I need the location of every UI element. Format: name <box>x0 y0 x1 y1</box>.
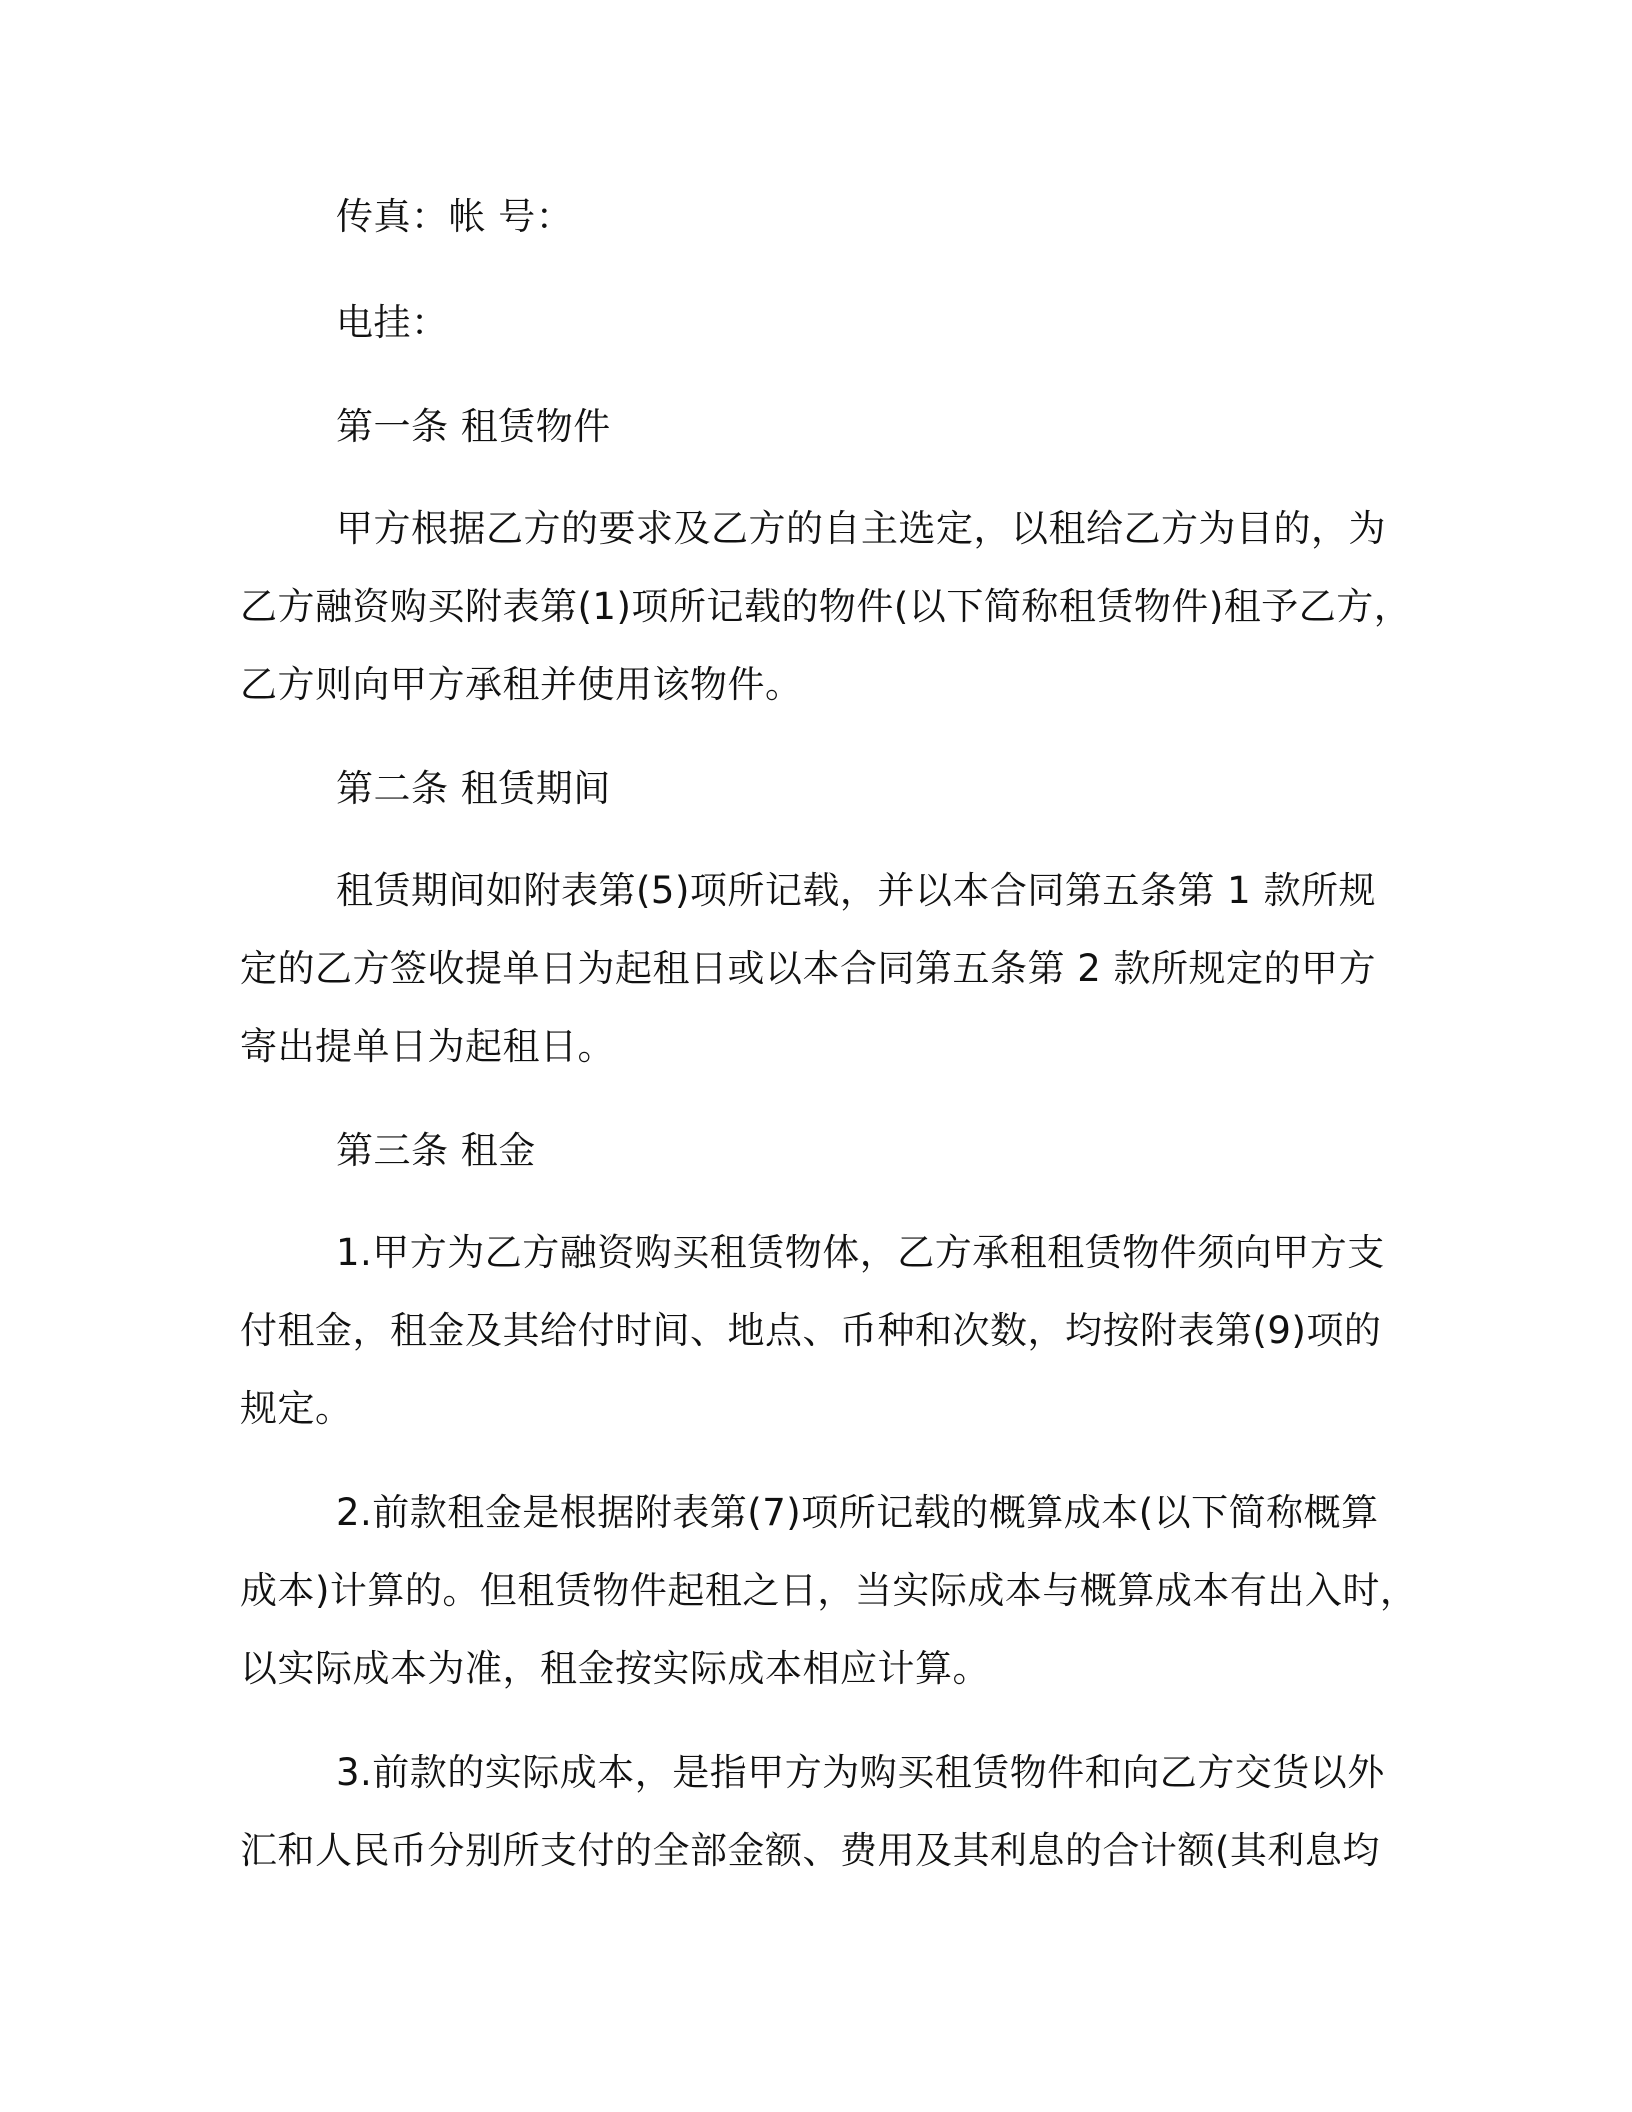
phone-line <box>240 284 1400 362</box>
article3-item3 <box>240 1734 1400 1890</box>
text-line: 定的乙方签收提单日为起租日或以本合同第五条第 2 款所规定的甲方 <box>240 947 1377 990</box>
text-line: 乙方则向甲方承租并使用该物件。 <box>240 663 803 706</box>
article2-body <box>240 852 1400 1086</box>
text-line: 第二条 租赁期间 <box>336 767 611 810</box>
text-line: 2.前款租金是根据附表第(7)项所记载的概算成本(以下简称概算 <box>336 1491 1379 1534</box>
text-line: 寄出提单日为起租日。 <box>240 1025 615 1068</box>
text-line: 租赁期间如附表第(5)项所记载，并以本合同第五条第 1 款所规 <box>336 869 1376 912</box>
article2-heading <box>240 750 1400 828</box>
text-line: 传真：帐 号： <box>336 195 574 238</box>
article3-item1 <box>240 1214 1400 1448</box>
text-line: 第一条 租赁物件 <box>336 405 611 448</box>
text-line: 甲方根据乙方的要求及乙方的自主选定，以租给乙方为目的，为 <box>336 507 1386 550</box>
text-line: 以实际成本为准，租金按实际成本相应计算。 <box>240 1647 990 1690</box>
text-line: 付租金，租金及其给付时间、地点、币种和次数，均按附表第(9)项的 <box>240 1309 1382 1352</box>
text-line: 1.甲方为乙方融资购买租赁物体，乙方承租租赁物件须向甲方支 <box>336 1231 1385 1274</box>
article3-heading <box>240 1112 1400 1190</box>
text-line: 电挂： <box>336 301 449 344</box>
fax-account-line <box>240 178 1400 256</box>
article1-heading <box>240 388 1400 466</box>
text-line: 乙方融资购买附表第(1)项所记载的物件(以下简称租赁物件)租予乙方， <box>240 585 1412 628</box>
text-line: 汇和人民币分别所支付的全部金额、费用及其利息的合计额(其利息均 <box>240 1829 1380 1872</box>
text-line: 规定。 <box>240 1387 353 1430</box>
text-line: 成本)计算的。但租赁物件起租之日，当实际成本与概算成本有出入时， <box>240 1569 1418 1612</box>
article3-item2 <box>240 1474 1418 1708</box>
article1-body <box>240 490 1412 724</box>
text-line: 3.前款的实际成本，是指甲方为购买租赁物件和向乙方交货以外 <box>336 1751 1385 1794</box>
text-line: 第三条 租金 <box>336 1129 536 1172</box>
